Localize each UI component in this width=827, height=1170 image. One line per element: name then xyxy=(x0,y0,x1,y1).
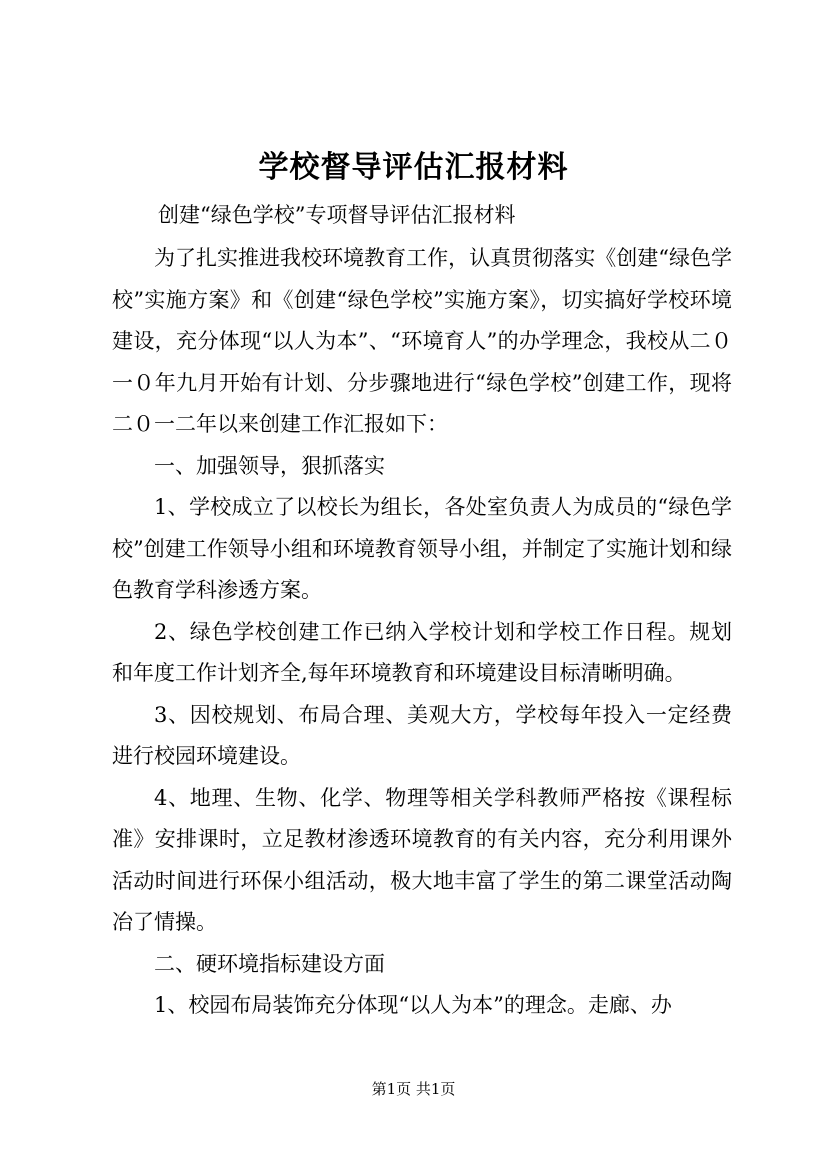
paragraph-item-4: 4、地理、生物、化学、物理等相关学科教师严格按《课程标准》安排课时，立足教材渗透环境教育的有关内容，充分利用课外活动时间进行环保小组活动，极大地丰富了学生的第二课堂活动陶冶了情操。 xyxy=(112,785,732,934)
paragraph-intro: 为了扎实推进我校环境教育工作，认真贯彻落实《创建“绿色学校”实施方案》和《创建“绿色学校”实施方案》，切实搞好学校环境建设，充分体现“以人为本”、“环境育人”的办学理念，我校从二０一０年九月开始有计划、分步骤地进行“绿色学校”创建工作，现将二０一二年以来创建工作汇报如下： xyxy=(112,246,732,436)
section-heading-1: 一、加强领导，狠抓落实 xyxy=(154,453,385,478)
paragraph-item-3: 3、因校规划、布局合理、美观大方，学校每年投入一定经费进行校园环境建设。 xyxy=(112,702,732,768)
document-title: 学校督导评估汇报材料 xyxy=(258,150,569,185)
paragraph-item-2: 2、绿色学校创建工作已纳入学校计划和学校工作日程。规划和年度工作计划齐全,每年环境教育和环境建设目标清晰明确。 xyxy=(112,619,732,685)
document-subtitle: 创建“绿色学校”专项督导评估汇报材料 xyxy=(158,203,516,227)
paragraph-item-1: 1、学校成立了以校长为组长，各处室负责人为成员的“绿色学校”创建工作领导小组和环境教育领导小组，并制定了实施计划和绿色教育学科渗透方案。 xyxy=(112,495,732,602)
paragraph-item-5: 1、校园布局装饰充分体现“以人为本”的理念。走廊、办 xyxy=(154,993,672,1017)
page-footer: 第1页 共1页 xyxy=(371,1080,456,1098)
document-body xyxy=(112,238,732,1027)
section-heading-2: 二、硬环境指标建设方面 xyxy=(154,951,385,976)
